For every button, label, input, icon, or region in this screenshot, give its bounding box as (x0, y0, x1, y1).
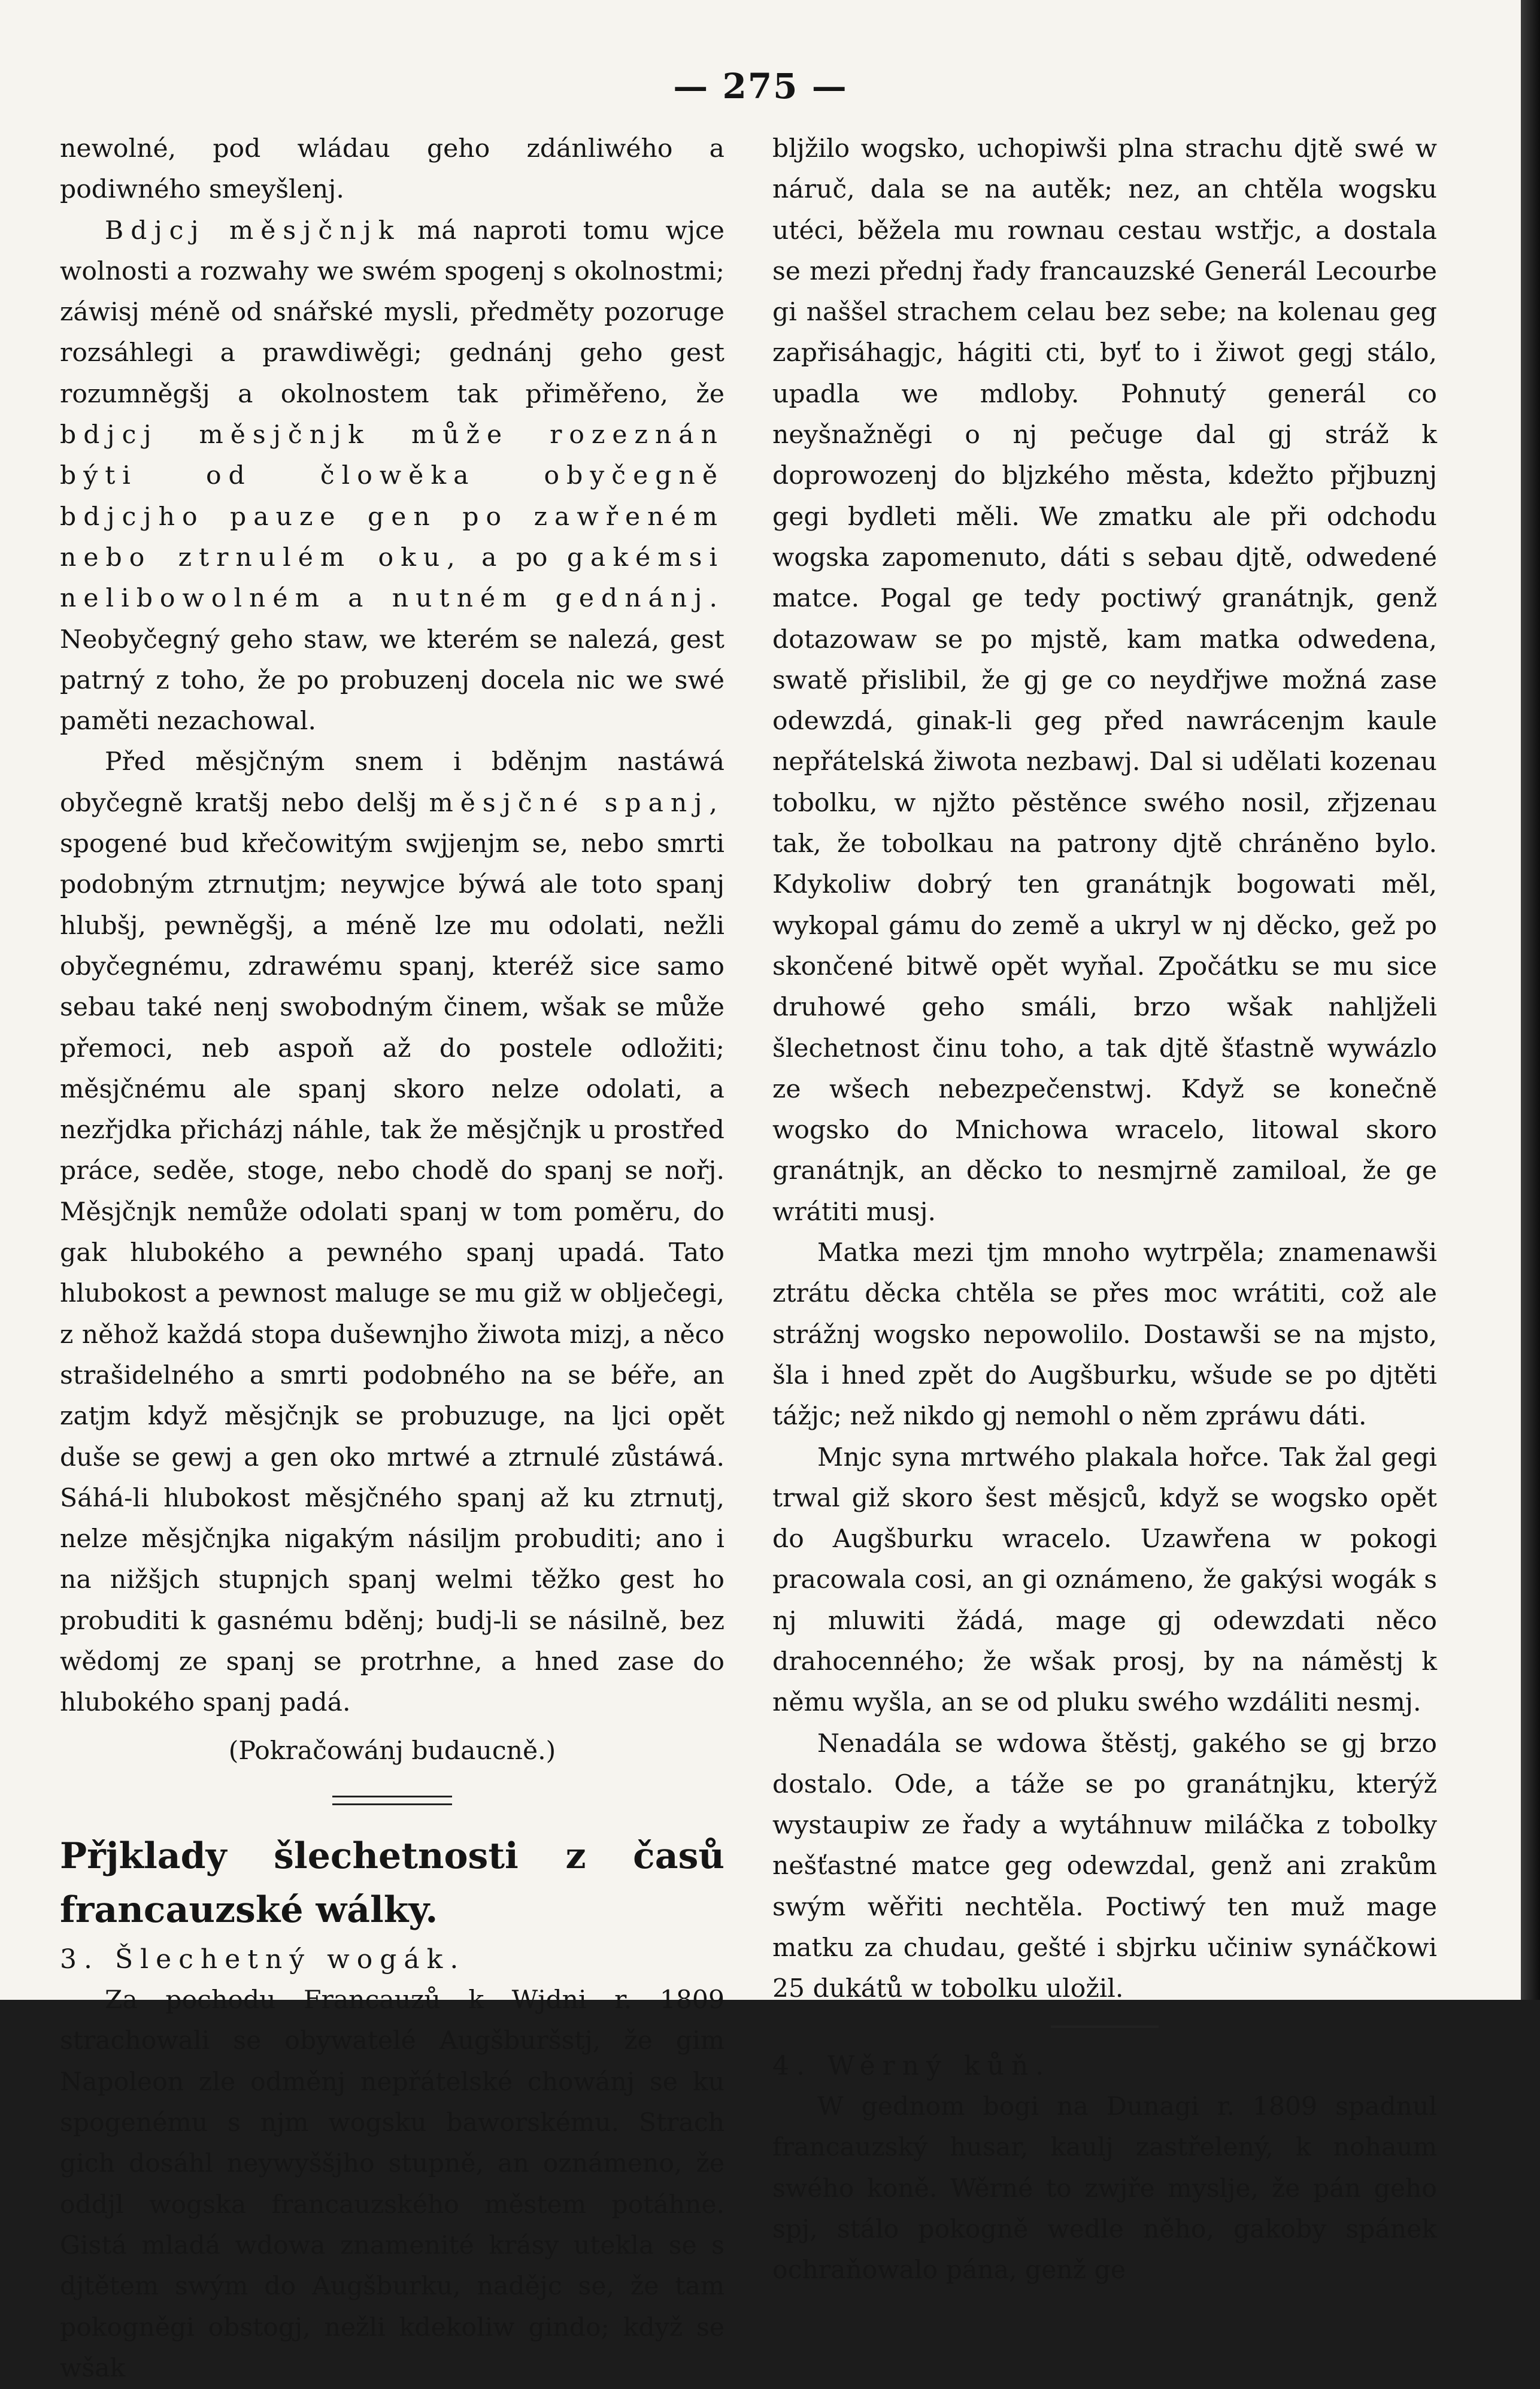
subsection-number: 4. (772, 2050, 827, 2081)
right-column (772, 129, 1437, 2291)
paragraph: newolné, pod wládau geho zdánliwého a podiwného smeyšlenj. (60, 134, 724, 205)
page-number: — 275 — (673, 66, 848, 107)
subsection-title (60, 1939, 724, 1980)
paragraph: Mnjc syna mrtwého plakala hořce. Tak žal gegi trwal giž skoro šest měsjců, když se wogsko opět do Augšburku wracelo. Uzawřena w pokogi pracowala cosi, an gi oznámeno, že gakýsi wogák s nj mluwiti žádá, mage gj odewzdati něco drahocenného; že wšak prosj, by na náměstj k němu wyšla, an se od pluku swého wzdáliti nesmj. (772, 1442, 1437, 1718)
double-rule-divider (332, 1796, 452, 1805)
book-spine-edge (1521, 0, 1540, 2000)
left-column (60, 129, 724, 2389)
subsection-number: 3. (60, 1944, 115, 1975)
spaced-text: bdjcj měsjčnjk může rozeznán býti od člowěka obyčegně bdjcjho pauze gen po zawřeném nebo ztrnulém oku, (60, 420, 724, 572)
spaced-text: Bdjcj měsjčnjk (105, 216, 401, 245)
text-run: spogené bud křečowitým swjjenjm se, nebo smrti podobným ztrnutjm; neywjce býwá ale toto spanj hlubšj, pewněgšj, a méně lze mu odolati, nežli obyčegnému, zdrawému spanj, kteréž sice samo sebau také nenj swobodným činem, wšak se může přemoci, neb aspoň až do postele odložiti; měsjčnému ale spanj skoro nelze odolati, a nezřjdka přicházj náhle, tak že měsjčnjk u prostřed práce, seděe, stoge, nebo chodě do spanj se nořj. Měsjčnjk nemůže odolati spanj w tom poměru, do gak hlubokého a pewného spanj upadá. Tato hlubokost a pewnost maluge se mu giž w oblječegi, z něhož každá stopa dušewnjho žiwota mizj, a něco strašidelného a smrti podobného na se béře, an zatjm když měsjčnjk se probuzuge, na ljci opět duše se gewj a gen oko mrtwé a ztrnulé zůstáwá. Sáhá-li hlubokost měsjčného spanj až ku ztrnutj, nelze měsjčnjka nigakým násiljm probuditi; ano i na nižšjch stupnjch spanj welmi těžko gest ho probuditi k gasnému bděnj; budj-li se násilně, bez wědomj ze spanj se protrhne, a hned zase do hlubokého spanj padá. (60, 829, 724, 1718)
text-run: Neobyčegný geho staw, we kterém se nalezá, gest patrný z toho, že po probuzenj docela nic we swé paměti nezachowal. (60, 624, 724, 736)
paragraph: Matka mezi tjm mnoho wytrpěla; znamenawši ztrátu děcka chtěla se přes moc wrátiti, což ale strážnj wogsko nepowolilo. Dostawši se na mjsto, šla i hned zpět do Augšburku, wšude se po djtěti tážjc; než nikdo gj nemohl o něm zpráwu dáti. (772, 1238, 1437, 1432)
rule-divider (1051, 2026, 1159, 2028)
text-run: Před měsjčným snem i bděnjm nastáwá obyčegně kratšj nebo delšj (60, 747, 724, 818)
paragraph: Za pochodu Francauzů k Wjdni r. 1809 strachowali se obywatelé Augšburšstj, že gim Napoleon zle odměnj nepřátelské chowánj se ku spogenému s njm wogsku baworskému. Strach gich dosáhl neywyššjho stupně, an oznámeno, že oddjl wogska francauzského městem potáhne. Gistá mladá wdowa znamenité krásy utekla se s djtětem swým do Augšburku, nadějc se, že tam pokogněgi obstogj, nežli kdekoliw gindo; když se wšak (60, 1985, 724, 2383)
subsection-title (772, 2046, 1437, 2087)
subsection-name: Wěrný kůň. (827, 2050, 1051, 2081)
section-title: Přjklady šlechetnosti z časů francauzské wálky. (60, 1835, 724, 1931)
subsection-name: Šlechetný wogák. (114, 1944, 466, 1975)
text-run: má naproti tomu wjce wolnosti a rozwahy we swém spogenj s okolnostmi; záwisj méně od snářské mysli, předměty pozoruge rozsáhlegi a prawdiwěgi; gednánj geho gest rozumněgšj a okolnostem tak přiměřeno, že (60, 216, 724, 409)
paragraph: bljžilo wogsko, uchopiwši plna strachu djtě swé w náruč, dala se na autěk; nez, an chtěla wogsku utéci, běžela mu rownau cestau wstřjc, a dostala se mezi přednj řady francauzské Generál Lecourbe gi naššel strachem celau bez sebe; na kolenau geg zapřisáhagjc, hágiti cti, byť to i žiwot gegj stálo, upadla we mdloby. Pohnutý generál co neyšnažněgi o nj pečuge dal gj stráž k doprowozenj do bljzkého města, kdežto přjbuznj gegi bydleti měli. We zmatku ale při odchodu wogska zapomenuto, dáti s sebau djtě, odwedené matce. Pogal ge tedy poctiwý granátnjk, genž dotazowaw se po mjstě, kam matka odwedena, swatě přislibil, že gj ge co neydřjwe možná zase odewzdá, ginak-li geg před nawrácenjm kaule nepřátelská žiwota nezbawj. Dal si udělati kozenau tobolku, w njžto pěstěnce swého nosil, zřjzenau tak, že tobolkau na patrony djtě chráněno bylo. Kdykoliw dobrý ten granátnjk bogowati měl, wykopal gámu do země a ukryl w nj děcko, gež po skončené bitwě opět wyňal. Zpočátku se mu sice druhowé geho smáli, brzo wšak nahljželi šlechetnost činu toho, a tak djtě šťastně wywázlo ze wšech nebezpečenstwj. Když se konečně wogsko do Mnichowa wracelo, litowal skoro granátnjk, an děcko to nesmjrně zamiloal, že ge wrátiti musj. (772, 134, 1437, 1227)
paragraph (60, 742, 724, 1723)
spaced-text: měsjčné spanj, (429, 788, 724, 818)
paragraph: W gednom bogi na Dunagi r. 1809 spadnul francauzský husar, kaulj zastřelený, k nohaum swého koně. Wěrné to zwjře myslje, že pán geho spj, stálo pokogně wedle něho, gakoby spánek ochraňowalo pána, genž ge (772, 2091, 1437, 2285)
paragraph: Nenadála se wdowa štěstj, gakého se gj brzo dostalo. Ode, a táže se po granátnjku, kterýž wystaupiw ze řady a wytáhnuw miláčka z tobolky nešťastné matce geg odewzdal, genž ani zrakům swým wěřiti nechtěla. Poctiwý ten muž mage matku za chudau, gešté i sbjrku učiniw synáčkowi 25 dukátů w tobolku uložil. (772, 1729, 1437, 2004)
spaced-text: gakémsi nelibowolném a nutném gednánj. (60, 542, 724, 614)
continuation-note: (Pokračowánj budaucně.) (228, 1736, 556, 1766)
text-run: a po (462, 542, 567, 572)
paragraph (60, 211, 724, 742)
